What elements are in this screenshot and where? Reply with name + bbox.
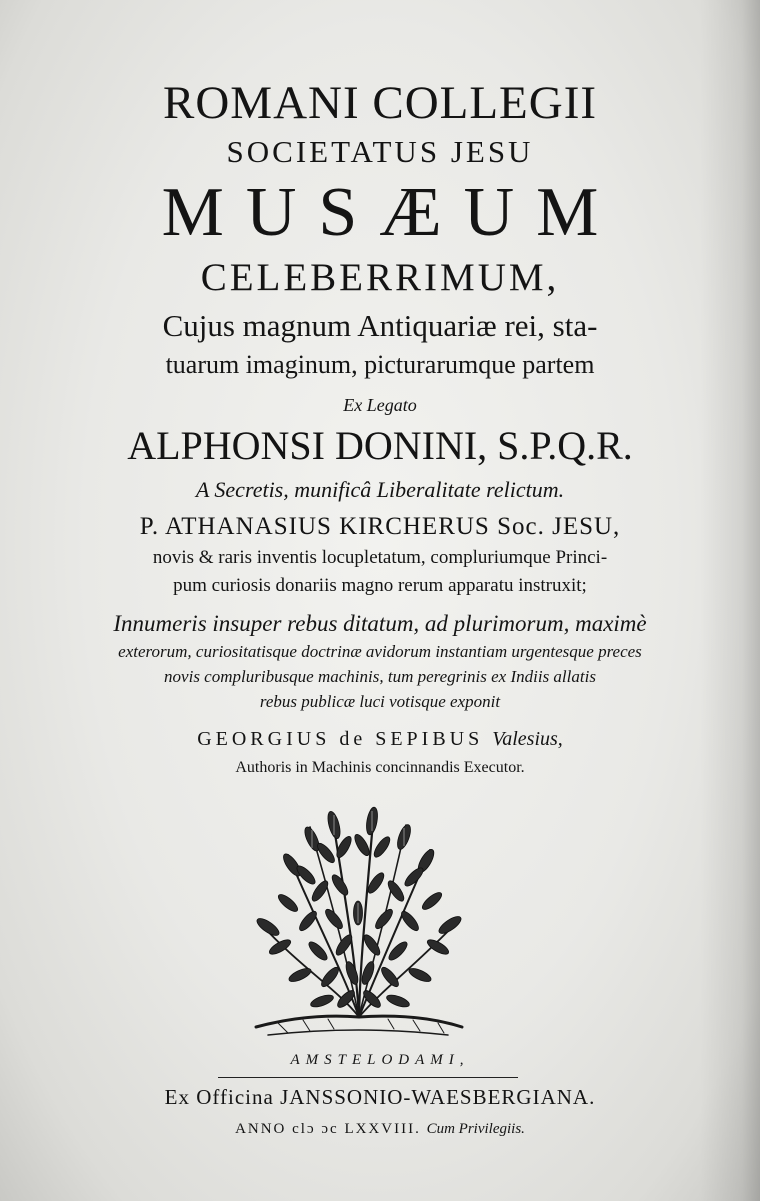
subtitle-line-2: tuarum imaginum, picturarumque partem [165, 350, 595, 379]
title-line-celeberrimum: CELEBERRIMUM, [200, 256, 560, 299]
donor-note: A Secretis, munificâ Liberalitate relictum. [195, 477, 565, 502]
description-line-4: exterorum, curiositatisque doctrinæ avidorum instantiam urgentesque preces [118, 642, 642, 661]
place-of-publication: AMSTELODAMI, [290, 1052, 470, 1068]
description-line-5: novis compluribusque machinis, tum peregrinis ex Indiis allatis [164, 667, 596, 686]
editor-name: GEORGIUS de SEPIBUS [197, 728, 484, 750]
description-line-1: novis & raris inventis locupletatum, compluriumque Princi- [152, 547, 608, 568]
description-line-6: rebus publicæ luci votisque exponit [259, 692, 501, 711]
plant-woodcut-icon [248, 795, 470, 1045]
publication-year: ANNO clɔ ɔc LXXVIII. [235, 1121, 421, 1137]
subtitle-line-1: Cujus magnum Antiquariæ rei, sta- [162, 308, 598, 343]
author-name: P. ATHANASIUS KIRCHERUS Soc. JESU, [139, 513, 621, 540]
date-line [0, 1122, 760, 1137]
title-line-romani-collegii: ROMANI COLLEGII [162, 77, 598, 129]
imprint-divider [218, 1077, 518, 1078]
privilege-note: Cum Privilegiis. [426, 1121, 525, 1137]
description-line-3: Innumeris insuper rebus ditatum, ad plurimorum, maximè [113, 611, 647, 636]
description-line-2: pum curiosis donariis magno rerum apparatu instruxit; [173, 575, 587, 596]
printer-line: Ex Officina JANSSONIO-WAESBERGIANA. [164, 1085, 596, 1109]
donor-name: ALPHONSI DONINI, S.P.Q.R. [127, 423, 633, 468]
editor-role: Authoris in Machinis concinnandis Executor. [235, 759, 525, 776]
editor-origin: Valesius, [492, 728, 563, 750]
title-line-musaeum: MUSÆUM [161, 174, 621, 251]
editor-line [0, 729, 760, 749]
ex-legato: Ex Legato [343, 395, 417, 415]
title-line-societatus-jesu: SOCIETATUS JESU [226, 134, 534, 169]
